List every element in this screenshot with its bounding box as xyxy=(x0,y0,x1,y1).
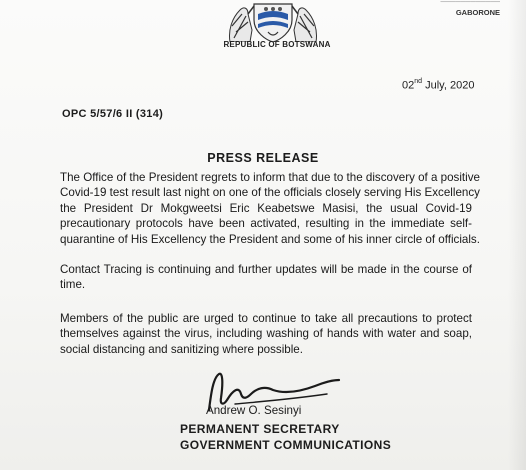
paragraph-line: the President Dr Mokgweetsi Eric Keabetswe Masisi, the usual Covid-19 xyxy=(60,201,472,215)
paragraph-line: The Office of the President regrets to inform that due to the discovery of a positive xyxy=(60,171,480,184)
signatory-name: Andrew O. Sesinyi xyxy=(206,404,302,417)
letterhead-address xyxy=(440,0,500,18)
page-edge-shadow xyxy=(508,0,526,470)
botswana-coat-of-arms-icon xyxy=(218,0,328,42)
paragraph-line: quarantine of His Excellency the President and some of his inner circle of officials. xyxy=(60,232,480,246)
paragraph-public-advice xyxy=(60,311,472,357)
letterhead-city: GABORONE xyxy=(455,8,500,17)
date-suffix: nd xyxy=(414,78,423,85)
signatory-title-line1: PERMANENT SECRETARY xyxy=(180,422,340,436)
paragraph-line: themselves against the virus, including washing of hands with water and soap, xyxy=(60,327,472,341)
paragraph-announcement xyxy=(60,170,480,247)
date-rest: July, 2020 xyxy=(422,79,475,92)
paragraph-line: time. xyxy=(60,278,86,292)
signatory-title-line2: GOVERNMENT COMMUNICATIONS xyxy=(180,438,392,452)
reference-number: OPC 5/57/6 II (314) xyxy=(62,108,164,120)
letterhead-country: REPUBLIC OF BOTSWANA xyxy=(223,40,331,49)
signatory-title xyxy=(180,421,391,453)
document-title: PRESS RELEASE xyxy=(207,151,319,165)
paragraph-line: Members of the public are urged to continue to take all precautions to protect xyxy=(60,312,472,325)
paragraph-line: precautionary protocols have been activated, resulting in the immediate self- xyxy=(60,217,472,231)
paragraph-contact-tracing xyxy=(60,262,472,293)
paragraph-line: Covid-19 test result last night on one of the officials closely serving His Excellency xyxy=(60,186,480,200)
paragraph-line: Contact Tracing is continuing and further updates will be made in the course of xyxy=(60,263,472,276)
date-day: 02 xyxy=(402,79,415,92)
paragraph-line: social distancing and sanitizing where possible. xyxy=(60,342,303,356)
document-date xyxy=(402,79,474,92)
letterhead-cut-line: ──────────── xyxy=(440,0,500,6)
